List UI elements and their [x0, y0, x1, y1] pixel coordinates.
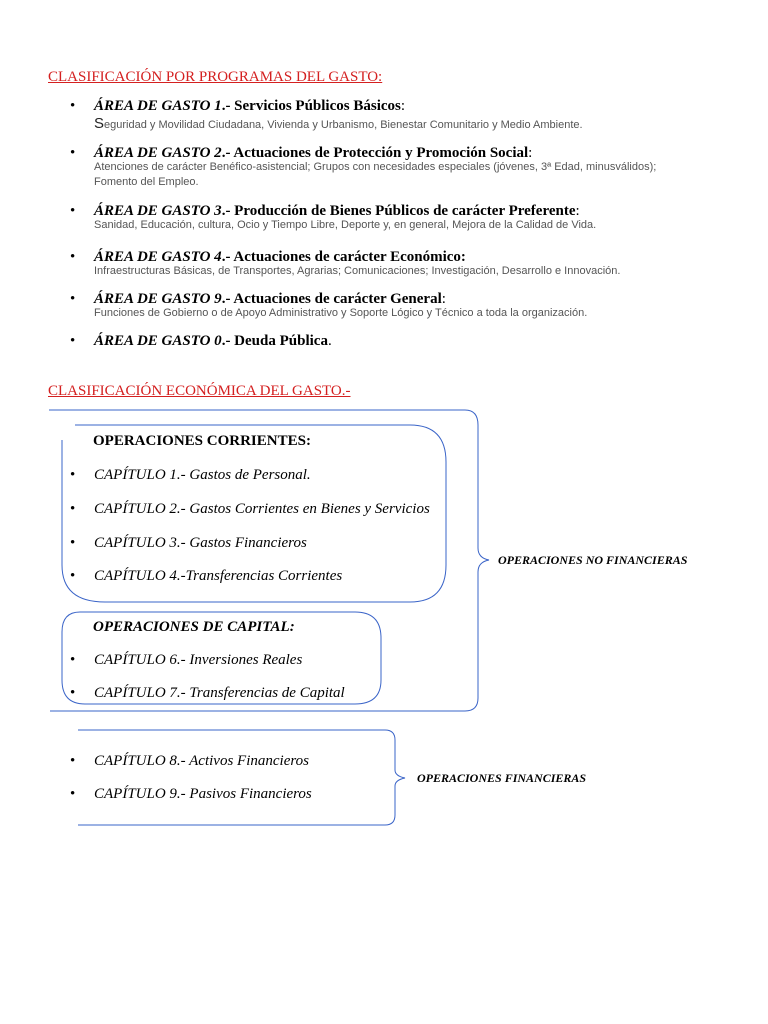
capitulo-label: CAPÍTULO 3.- Gastos Financieros — [94, 535, 307, 551]
bullet: • — [70, 203, 76, 219]
area-description: Atenciones de carácter Benéfico-asistencial; Grupos con necesidades especiales (jóvenes, 3ª Edad, minusválidos); Fomento del Empleo. — [94, 161, 657, 188]
bullet: • — [70, 249, 76, 265]
area-description: Infraestructuras Básicas, de Transportes, Agrarias; Comunicaciones; Investigación, Desarrollo e Innovación. — [94, 265, 621, 277]
bullet: • — [70, 568, 76, 584]
area-end: : — [441, 291, 446, 307]
area-title: .- Servicios Públicos Básicos — [221, 98, 401, 114]
capitulo-label: CAPÍTULO 6.- Inversiones Reales — [94, 652, 303, 668]
capitulo-label: CAPÍTULO 1.- Gastos de Personal. — [94, 467, 311, 483]
capitulo-label: CAPÍTULO 2.- Gastos Corrientes en Bienes y Servicios — [94, 501, 430, 517]
bullet: • — [70, 535, 76, 551]
area-description: Sanidad, Educación, cultura, Ocio y Tiempo Libre, Deporte y, en general, Mejora de la Calidad de Vida. — [94, 219, 597, 231]
bullet: • — [70, 333, 76, 349]
area-end: : — [528, 145, 533, 161]
area-end: : — [575, 203, 580, 219]
bullet: • — [70, 501, 76, 517]
capitulo-label: CAPÍTULO 9.- Pasivos Financieros — [94, 786, 312, 802]
bullet: • — [70, 467, 76, 483]
area-end: : — [400, 98, 406, 114]
area-prefix: ÁREA DE GASTO 3 — [94, 203, 222, 219]
area-end: . — [327, 333, 332, 349]
drop-letter: S — [94, 115, 105, 132]
economica-heading: CLASIFICACIÓN ECONÓMICA DEL GASTO.- — [48, 383, 351, 399]
area-title: .- Actuaciones de carácter General — [221, 291, 442, 307]
corrientes-title: OPERACIONES CORRIENTES: — [93, 433, 311, 449]
bullet: • — [70, 786, 76, 802]
area-prefix: ÁREA DE GASTO 9 — [94, 291, 222, 307]
bullet: • — [70, 145, 76, 161]
financieras-brace — [78, 730, 405, 825]
capitulo-label: CAPÍTULO 4.-Transferencias Corrientes — [94, 568, 343, 584]
area-prefix: ÁREA DE GASTO 0 — [94, 333, 222, 349]
bullet: • — [70, 652, 76, 668]
financieras-label: OPERACIONES FINANCIERAS — [417, 771, 587, 785]
area-title: .- Deuda Pública — [221, 333, 328, 349]
capitulo-label: CAPÍTULO 7.- Transferencias de Capital — [94, 685, 345, 701]
area-title: .- Actuaciones de Protección y Promoción Social — [221, 145, 529, 161]
area-description: Funciones de Gobierno o de Apoyo Administrativo y Soporte Lógico y Técnico a toda la organización. — [94, 307, 588, 319]
bullet: • — [70, 685, 76, 701]
no-financieras-label: OPERACIONES NO FINANCIERAS — [498, 553, 688, 567]
area-title: .- Producción de Bienes Públicos de carácter Preferente — [221, 203, 576, 219]
bullet: • — [70, 753, 76, 769]
area-description-text: eguridad y Movilidad Ciudadana, Vivienda y Urbanismo, Bienestar Comunitario y Medio Ambiente. — [104, 119, 583, 131]
area-prefix: ÁREA DE GASTO 4 — [94, 249, 222, 265]
area-title: .- Actuaciones de carácter Económico: — [221, 249, 466, 265]
area-prefix: ÁREA DE GASTO 1 — [94, 98, 222, 114]
programas-heading: CLASIFICACIÓN POR PROGRAMAS DEL GASTO: — [48, 69, 383, 85]
bullet: • — [70, 291, 76, 307]
bullet: • — [70, 98, 76, 114]
capital-title: OPERACIONES DE CAPITAL: — [93, 619, 295, 635]
area-prefix: ÁREA DE GASTO 2 — [94, 145, 222, 161]
capitulo-label: CAPÍTULO 8.- Activos Financieros — [94, 753, 309, 769]
